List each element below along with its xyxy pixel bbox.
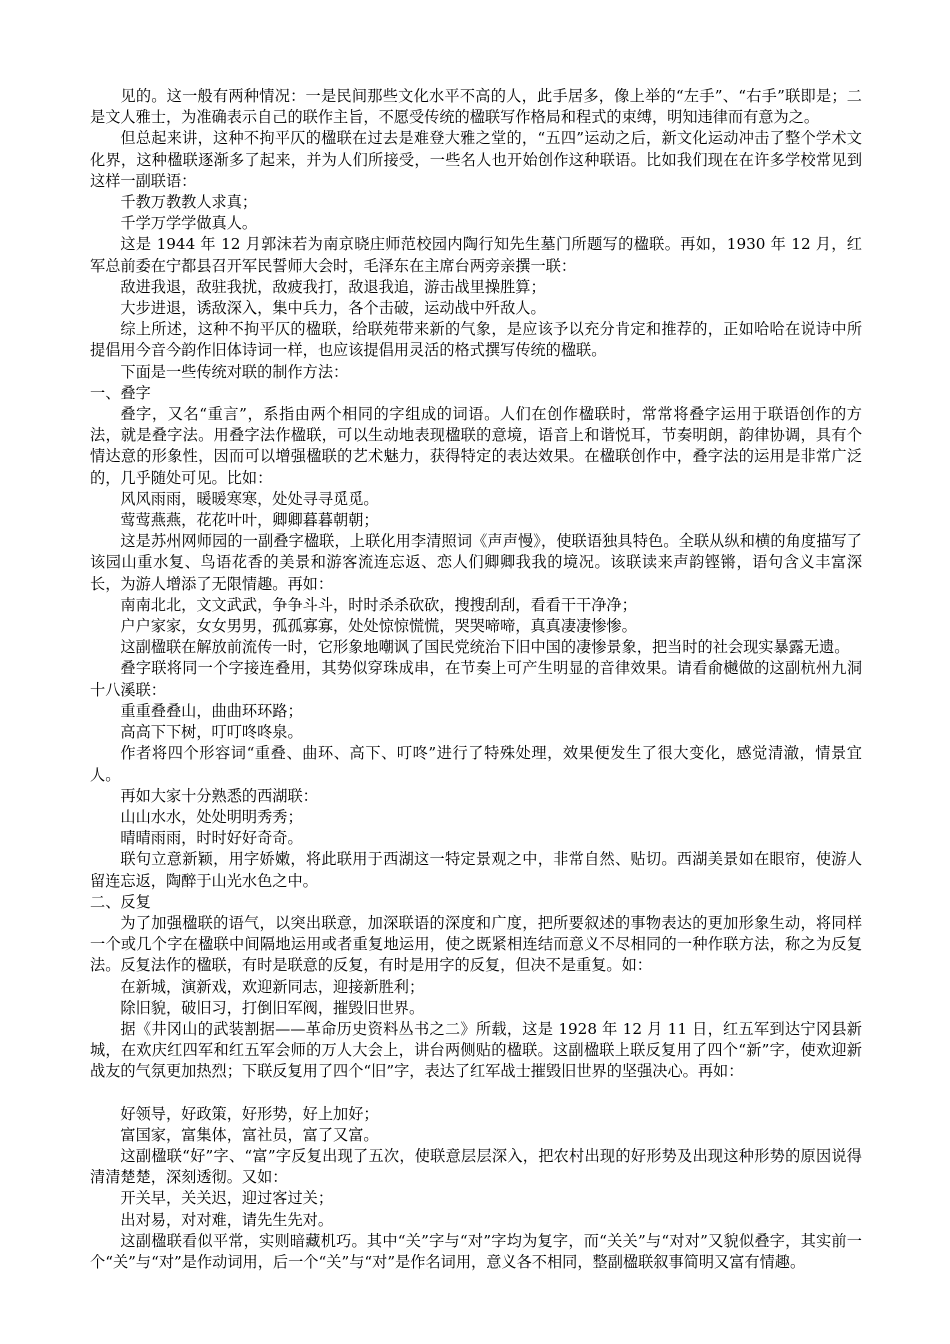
paragraph: 这副楹联“好”字、“富”字反复出现了五次，使联意层层深入，把农村出现的好形势及出现这种形势的原因说得清清楚楚，深刻透彻。又如：	[90, 1146, 862, 1187]
paragraph: 莺莺燕燕，花花叶叶，卿卿暮暮朝朝；	[120, 511, 379, 530]
paragraph: 这是苏州网师园的一副叠字楹联，上联化用李清照词《声声慢》，使联语独具特色。全联从纵和横的角度描写了该园山重水复、鸟语花香的美景和游客流连忘返、恋人们卿卿我我的境况。该联读来声韵铿锵，语句含义丰富深长，为游人增添了无限情趣。再如：	[90, 532, 862, 593]
paragraph: 南南北北，文文武武，争争斗斗，时时杀杀砍砍，搜搜刮刮，看看干干净净；	[120, 595, 637, 614]
paragraph: 据《井冈山的武装割据——革命历史资料丛书之二》所载，这是 1928 年 12 月 11 日，红五军到达宁冈县新城，在欢庆红四军和红五军会师的万人大会上，讲台两侧贴的楹联。这副楹联上联反复用了四个“新”字，使欢迎新战友的气氛更加热烈；下联反复用了四个“旧”字，表达了红军战士摧毁旧世界的坚强决心。再如：	[90, 1019, 862, 1081]
section-heading: 一、叠字	[90, 383, 151, 402]
paragraph: 综上所述，这种不拘平仄的楹联，给联苑带来新的气象，是应该予以充分肯定和推荐的，正如哈哈在说诗中所提倡用今音今韵作旧体诗词一样，也应该提倡用灵活的格式撰写传统的楹联。	[90, 320, 862, 360]
paragraph: 重重叠叠山，曲曲环环路；	[120, 701, 303, 720]
paragraph: 山山水水，处处明明秀秀；	[120, 807, 303, 826]
paragraph: 作者将四个形容词“重叠、曲环、高下、叮咚”进行了特殊处理，效果便发生了很大变化，感觉清澈，情景宜人。	[90, 744, 862, 784]
paragraph: 高高下下树，叮叮咚咚泉。	[120, 723, 303, 742]
paragraph: 好领导，好政策，好形势，好上加好；	[120, 1104, 379, 1123]
blank-line	[90, 1083, 862, 1104]
paragraph: 联句立意新颖，用字娇嫩，将此联用于西湖这一特定景观之中，非常自然、贴切。西湖美景如在眼帘，使游人留连忘返，陶醉于山光水色之中。	[90, 850, 862, 890]
paragraph: 叠字联将同一个字接连叠用，其势似穿珠成串，在节奏上可产生明显的音律效果。请看俞樾做的这副杭州九洞十八溪联：	[90, 659, 862, 699]
paragraph: 在新城，演新戏，欢迎新同志，迎接新胜利；	[120, 977, 425, 996]
paragraph: 这副楹联在解放前流传一时，它形象地嘲讽了国民党统治下旧中国的凄惨景象，把当时的社会现实暴露无遗。	[120, 638, 850, 657]
paragraph: 见的。这一般有两种情况：一是民间那些文化水平不高的人，此手居多，像上举的“左手”、“右手”联即是；二是文人雅士，为准确表示自己的联作主旨，不愿受传统的楹联写作格局和程式的束缚，明知违律而有意为之。	[90, 87, 862, 127]
paragraph: 除旧貌，破旧习，打倒旧军阀，摧毁旧世界。	[120, 998, 425, 1017]
paragraph: 晴晴雨雨，时时好好奇奇。	[120, 829, 303, 848]
paragraph: 户户家家，女女男男，孤孤寡寡，处处惊惊慌慌，哭哭啼啼，真真凄凄惨惨。	[120, 617, 637, 636]
paragraph: 大步进退，诱敌深入，集中兵力，各个击破，运动战中歼敌人。	[120, 299, 546, 318]
paragraph: 再如大家十分熟悉的西湖联：	[120, 786, 318, 805]
section-heading: 二、反复	[90, 892, 151, 911]
paragraph: 敌进我退，敌驻我扰，敌疲我打，敌退我追，游击战里操胜算；	[120, 277, 546, 296]
paragraph: 风风雨雨，暖暖寒寒，处处寻寻觅觅。	[120, 489, 379, 508]
paragraph: 富国家，富集体，富社员，富了又富。	[120, 1125, 379, 1144]
paragraph: 千学万学学做真人。	[120, 214, 258, 233]
paragraph: 千教万教教人求真；	[120, 193, 258, 212]
paragraph: 但总起来讲，这种不拘平仄的楹联在过去是难登大雅之堂的，“五四”运动之后，新文化运动冲击了整个学术文化界，这种楹联逐渐多了起来，并为人们所接受，一些名人也开始创作这种联语。比如我们现在在许多学校常见到这样一副联语：	[90, 129, 862, 190]
paragraph: 开关早，关关迟，迎过客过关；	[120, 1189, 334, 1208]
paragraph: 这是 1944 年 12 月郭沫若为南京晓庄师范校园内陶行知先生墓门所题写的楹联。再如，1930 年 12 月，红军总前委在宁都县召开军民誓师大会时，毛泽东在主席台两旁亲撰一联：	[90, 235, 862, 275]
paragraph: 叠字，又名“重言”，系指由两个相同的字组成的词语。人们在创作楹联时，常常将叠字运用于联语创作的方法，就是叠字法。用叠字法作楹联，可以生动地表现楹联的意境，语音上和谐悦耳，节奏明朗，韵律协调，具有个情达意的形象性，因而可以增强楹联的艺术魅力，获得特定的表达效果。在楹联创作中，叠字法的运用是非常广泛的，几乎随处可见。比如：	[90, 405, 862, 487]
paragraph: 为了加强楹联的语气，以突出联意，加深联语的深度和广度，把所要叙述的事物表达的更加形象生动，将同样一个或几个字在楹联中间隔地运用或者重复地运用，使之既紧相连结而意义不尽相同的一种作联方法，称之为反复法。反复法作的楹联，有时是联意的反复，有时是用字的反复，但决不是重复。如：	[90, 913, 862, 975]
paragraph: 下面是一些传统对联的制作方法：	[120, 362, 349, 381]
paragraph: 出对易，对对难，请先生先对。	[120, 1210, 334, 1229]
paragraph: 这副楹联看似平常，实则暗藏机巧。其中“关”字与“对”字均为复字，而“关关”与“对对”又貌似叠字，其实前一个“关”与“对”是作动词用，后一个“关”与“对”是作名词用，意义各不相同，整副楹联叙事简明又富有情趣。	[90, 1231, 862, 1271]
